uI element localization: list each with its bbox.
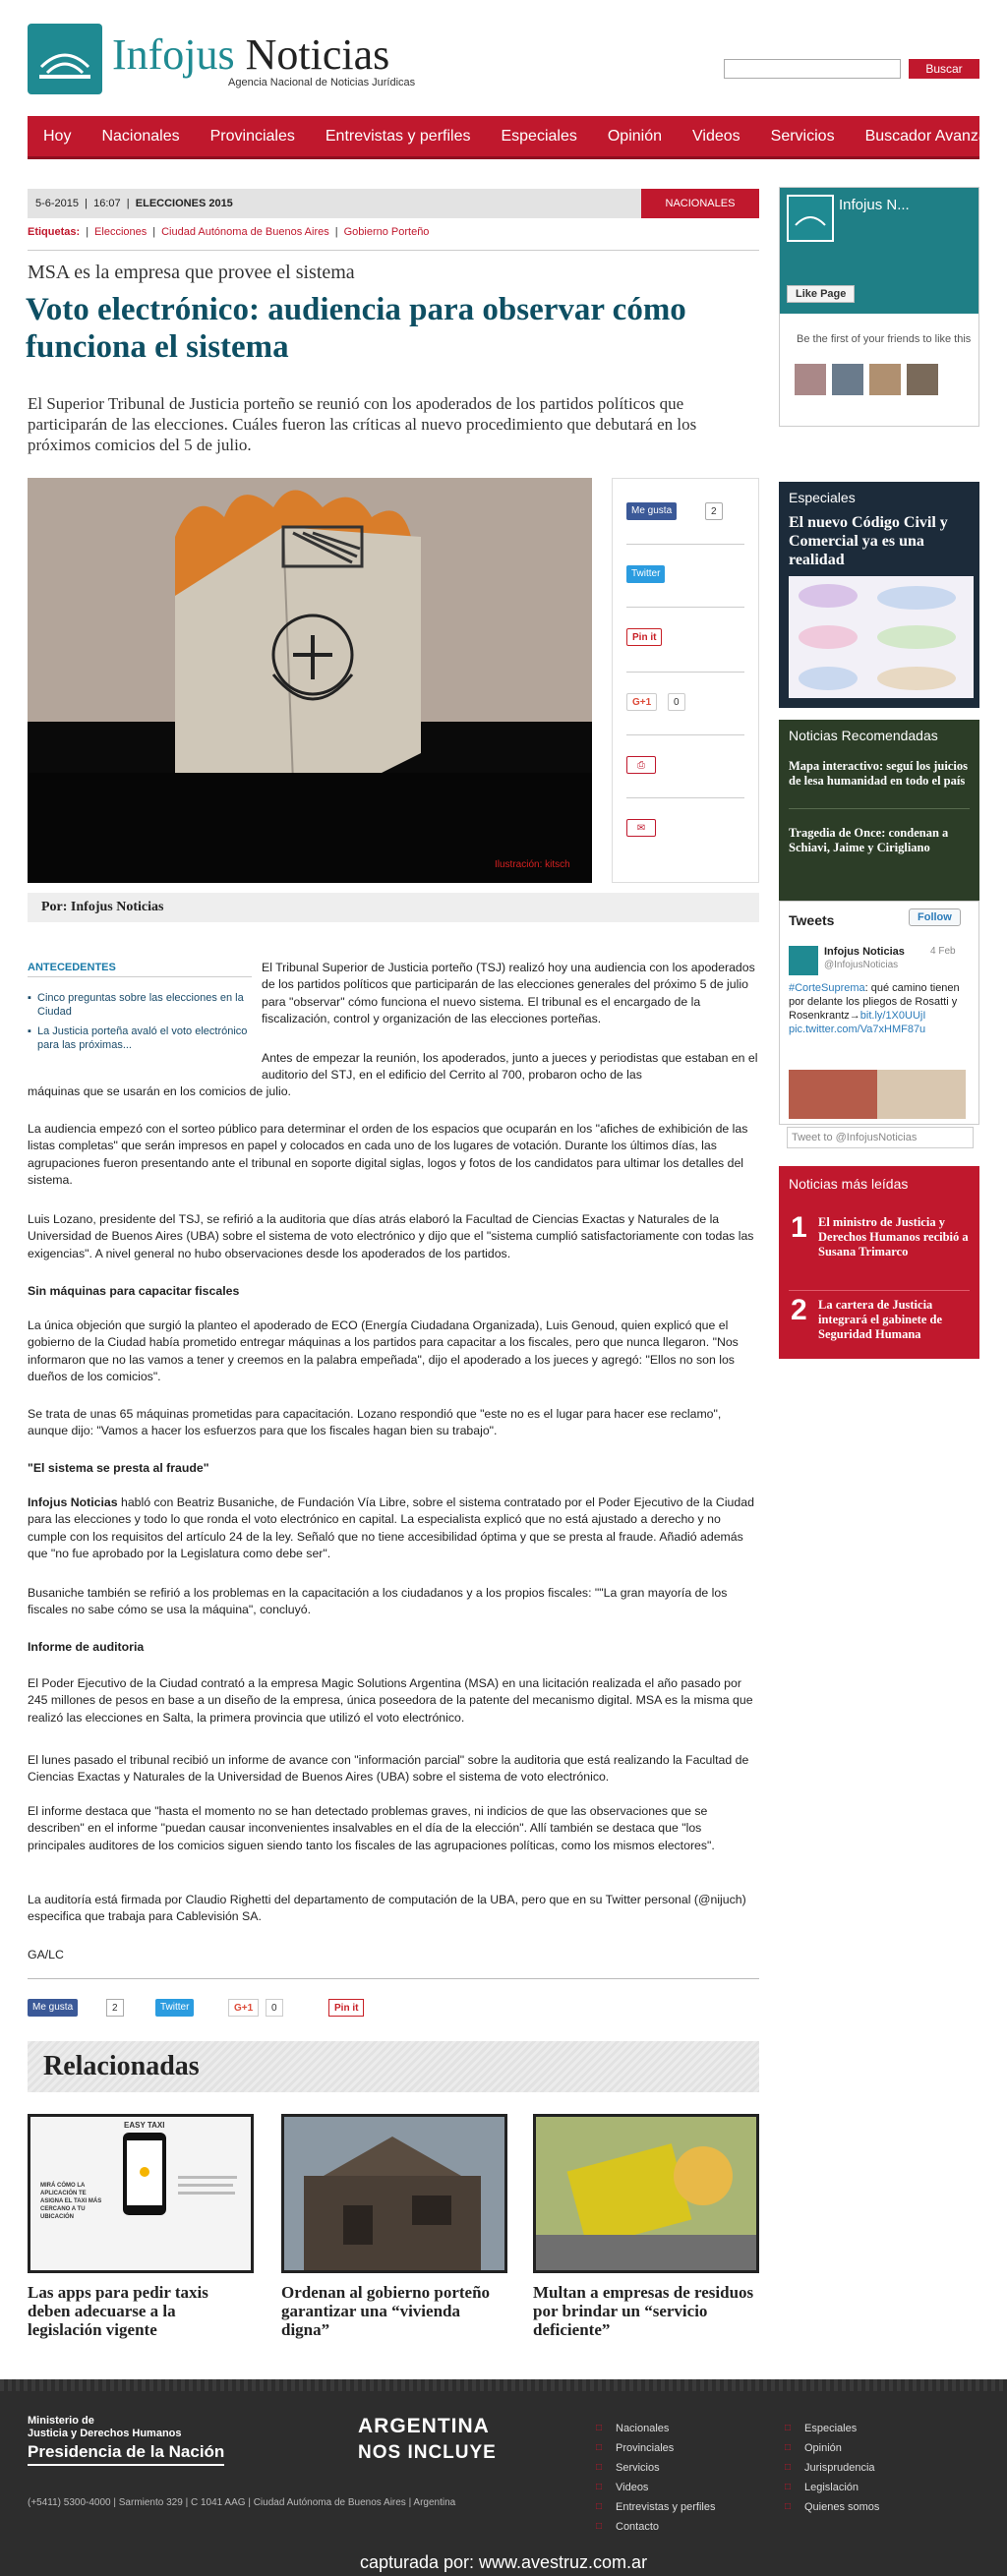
article-paragraph: Luis Lozano, presidente del TSJ, se refirió a la auditoria que días atrás elaboró la Facultad de Ciencias Exactas y Naturales de la Universidad de Buenos Aires (UBA) sobre el sistema de voto electrónico y dijo que el "sistema cumplió satisfactoriamente con todas las exigencias". A nivel general no hubo observaciones desde los apoderados de los partidos. [28, 1212, 754, 1260]
article-meta: 5-6-2015 | 16:07 | ELECCIONES 2015 [28, 189, 641, 218]
facebook-like-button[interactable]: Me gusta [28, 1999, 78, 2017]
pinterest-button[interactable]: Pin it [626, 628, 662, 646]
mas-leida-link[interactable]: El ministro de Justicia y Derechos Humanos recibió a Susana Trimarco [818, 1215, 969, 1259]
related-link[interactable]: Multan a empresas de residuos por brindar un “servicio deficiente” [533, 2283, 754, 2339]
article-date: 5-6-2015 [35, 198, 80, 209]
image-credit: Ilustración: kitsch [495, 859, 570, 870]
footer-link[interactable]: □ Jurisprudencia [783, 2458, 879, 2478]
divider [28, 1978, 759, 1979]
google-plus-count: 0 [266, 1999, 283, 2017]
nav-item-servicios[interactable]: Servicios [770, 127, 835, 145]
article-paragraph: Infojus Noticias habló con Beatriz Busaniche, de Fundación Vía Libre, sobre el sistema contratado por el Poder Ejecutivo de la Ciudad para las elecciones y todo lo que ronda el voto electrónico en capital. La especialista explicó que no está ajustado a derecho y no cumple con los requisitos del artículo 24 de la ley. Señaló que no tiene accesibilidad óptima y que se presta al fraude. Añadió además que "no fue aprobado por la Legislatura como debe ser". [28, 1495, 754, 1561]
avatar[interactable] [869, 364, 901, 395]
article-paragraph: Busaniche también se refirió a los problemas en la capacitación a los ciudadanos y a los propios fiscales: ""La gran mayoría de los fiscales no sabe cómo se usa la máquina", concluyó. [28, 1586, 728, 1617]
mas-leida-link[interactable]: La cartera de Justicia integrará el gabinete de Seguridad Humana [818, 1298, 943, 1341]
tag-link[interactable]: Gobierno Porteño [343, 226, 430, 238]
avatar[interactable] [907, 364, 938, 395]
divider [28, 976, 252, 977]
especiales-title: Especiales [789, 490, 856, 505]
article-kicker: MSA es la empresa que provee el sistema [28, 262, 355, 283]
article-time: 16:07 [93, 198, 121, 209]
recomendada-link[interactable]: Mapa interactivo: seguí los juicios de lesa humanidad en todo el país [789, 759, 968, 788]
tweet-link[interactable]: bit.ly/1X0UUjI pic.twitter.com/Va7xHMF87u [789, 1010, 926, 1035]
divider [626, 672, 744, 673]
article-summary: El Superior Tribunal de Justicia porteño se reunió con los apoderados de los partidos políticos que participarán de las elecciones. Cuáles fueron las críticas al nuevo procedimiento que debutará en los próximos comicios del 5 de julio. [28, 394, 697, 454]
capture-watermark: capturada por: www.avestruz.com.ar [359, 2552, 648, 2572]
google-plus-button[interactable]: G+1 [626, 693, 657, 711]
footer-link[interactable]: □ Legislación [783, 2478, 879, 2497]
logo-subtitle: Agencia Nacional de Noticias Jurídicas [228, 77, 416, 88]
footer-link[interactable]: □ Servicios [594, 2458, 715, 2478]
footer-links-col2 [783, 2419, 879, 2517]
tag-link[interactable]: Elecciones [94, 226, 148, 238]
facebook-faces [795, 364, 972, 399]
mas-leidas-title: Noticias más leídas [789, 1176, 909, 1192]
rank-number: 2 [791, 1294, 807, 1326]
google-plus-count: 0 [668, 693, 685, 711]
article-paragraph: La audiencia empezó con el sorteo público para determinar el orden de los espacios que ocuparán en los "afiches de exhibición de las listas completas" que serán impresos en papel y colocados en cada uno de los lugares de votación. Durante los últimos días, las agrupaciones fueron presentando ante el tribunal en soporte digital siglas, logos y fotos de los candidatos para ultimar los detalles del sistema. [28, 1122, 748, 1188]
article-section: ELECCIONES 2015 [135, 198, 233, 209]
article-paragraph: máquinas que se usarán en los comicios de julio. [28, 1084, 291, 1098]
argentina-logo-line2[interactable]: NOS INCLUYE [358, 2442, 497, 2463]
tweet-date[interactable]: 4 Feb [930, 946, 956, 957]
antecedente-link[interactable]: ▪ La Justicia porteña avaló el voto electrónico para las próximas... [28, 1025, 252, 1052]
main-nav [28, 116, 1005, 159]
tag-link[interactable]: Ciudad Autónoma de Buenos Aires [161, 226, 329, 238]
google-plus-button[interactable]: G+1 [228, 1999, 259, 2017]
related-image[interactable] [533, 2114, 759, 2273]
divider [789, 808, 970, 809]
article-title: Voto electrónico: audiencia para observar cómo funciona el sistema [26, 292, 686, 365]
related-image-brand: EASY TAXI [124, 2121, 165, 2130]
email-icon[interactable]: ✉ [626, 819, 656, 837]
footer-links-col1 [594, 2419, 715, 2537]
search-button[interactable]: Buscar [909, 59, 979, 79]
rank-number: 1 [791, 1211, 807, 1244]
nav-item-especiales[interactable]: Especiales [501, 127, 577, 145]
tweet-text: #CorteSuprema: qué camino tienen por delante los pliegos de Rosatti y Rosenkrantz→bit.ly/1X0UUjI pic.twitter.com/Va7xHMF87u [789, 982, 960, 1035]
footer-link[interactable]: □ Videos [594, 2478, 715, 2497]
twitter-share-button[interactable]: Twitter [626, 565, 665, 583]
antecedentes-list [28, 991, 252, 1058]
facebook-like-button[interactable]: Me gusta [626, 502, 677, 520]
facebook-like-count: 2 [705, 502, 723, 520]
article-paragraph: La única objeción que surgió la planteo el apoderado de ECO (Energía Ciudadana Organizada), Luis Genoud, quien explicó que el gobierno de la Ciudad había prometido entregar máquinas a los partidos para capacitar a los fiscales, pero que nunca llegaron. "Nos informaron que no las vamos a tener y creemos en la palabra empeñada", dijo el apoderado a los jueces y agregó: "Ellos no son los dueños de los comicios". [28, 1318, 739, 1384]
article-subheading: "El sistema se presta al fraude" [28, 1461, 209, 1475]
logo-wordmark[interactable]: Infojus Noticias [112, 30, 390, 79]
nav-item-nacionales[interactable]: Nacionales [101, 127, 180, 145]
recomendada-link[interactable]: Tragedia de Once: condenan a Schiavi, Jaime y Cirigliano [789, 826, 949, 854]
nav-item-provinciales[interactable]: Provinciales [209, 127, 295, 145]
footer-pattern [0, 2379, 1007, 2391]
article-paragraph: Se trata de unas 65 máquinas prometidas para capacitación. Lozano respondió que "este no es el lugar para hacer ese reclamo", aunque dijo: "Vamos a hacer los esfuerzos para que los fiscales hagan bien su trabajo". [28, 1407, 722, 1438]
article-paragraph: Antes de empezar la reunión, los apoderados, junto a jueces y periodistas que estaban en el auditorio del STJ, en el edificio del Cerrito al 700, probaron ocho de las [262, 1051, 758, 1083]
facebook-friends-text: Be the first of your friends to like this [797, 333, 972, 345]
nav-item-hoy[interactable]: Hoy [43, 127, 72, 145]
print-icon[interactable]: ⎙ [626, 756, 656, 774]
facebook-page-name[interactable]: Infojus N... [839, 197, 910, 213]
nav-item-buscador[interactable]: Buscador Avanzado [864, 127, 1005, 145]
share-panel [612, 478, 759, 883]
nav-item-opinion[interactable]: Opinión [607, 127, 663, 145]
related-image[interactable] [28, 2114, 254, 2273]
avatar[interactable] [832, 364, 863, 395]
recomendadas-title: Noticias Recomendadas [789, 728, 938, 743]
article-subheading: Sin máquinas para capacitar fiscales [28, 1284, 240, 1298]
tags-label: Etiquetas: [28, 226, 81, 238]
twitter-share-button[interactable]: Twitter [155, 1999, 194, 2017]
divider [626, 544, 744, 545]
antecedentes-title: ANTECEDENTES [28, 962, 116, 973]
footer-link[interactable]: □ Especiales [783, 2419, 879, 2438]
divider [626, 734, 744, 735]
especiales-link[interactable]: El nuevo Código Civil y Comercial ya es una realidad [789, 514, 948, 568]
article-illustration [28, 478, 592, 883]
pinterest-button[interactable]: Pin it [328, 1999, 364, 2017]
section-tag[interactable]: NACIONALES [641, 189, 759, 218]
antecedente-link[interactable]: ▪ Cinco preguntas sobre las elecciones en la Ciudad [28, 991, 252, 1019]
article-signature: GA/LC [28, 1948, 64, 1961]
article-paragraph: La auditoría está firmada por Claudio Righetti del departamento de computación de la UBA, pero que en su Twitter personal (@nijuch) especifica que trabaja para Cablevisión SA. [28, 1893, 746, 1924]
tweet-hashtag[interactable]: #CorteSuprema [789, 982, 865, 994]
facebook-like-count: 2 [106, 1999, 124, 2017]
avatar[interactable] [795, 364, 826, 395]
tweet-author[interactable]: Infojus Noticias [824, 946, 905, 958]
logo-icon[interactable] [28, 24, 102, 94]
tweet-input[interactable]: Tweet to @InfojusNoticias [787, 1127, 974, 1148]
related-link[interactable]: Ordenan al gobierno porteño garantizar una “vivienda digna” [281, 2283, 491, 2339]
divider [626, 607, 744, 608]
divider [626, 797, 744, 798]
article-paragraph: El lunes pasado el tribunal recibió un informe de avance con "información parcial" sobre la auditoria que está realizando la Facultad de Ciencias Exactas y Naturales de la Universidad de Buenos Aires (UBA) sobre el sistema de voto electrónico. [28, 1753, 749, 1785]
related-image[interactable] [281, 2114, 507, 2273]
article-paragraph: El informe destaca que "hasta el momento no se han detectado problemas graves, ni indicios de que las observaciones que se describen" en el informe "puedan causar inconvenientes insalvables en el día de la elección". Allí también se destaca que "los principales auditores de los comicios siguen siendo tanto los fiscales de las agrupaciones políticas, como los mismos electores". [28, 1804, 715, 1852]
publication-name: Infojus Noticias [28, 1495, 118, 1509]
twitter-follow-button[interactable]: Follow [909, 908, 961, 926]
footer-link[interactable]: □ Provinciales [594, 2438, 715, 2458]
article-subheading: Informe de auditoria [28, 1640, 145, 1654]
related-image-caption: MIRÁ CÓMO LA APLICACIÓN TE ASIGNA EL TAXI MÁS CERCANO A TU UBICACIÓN [40, 2183, 102, 2220]
tweets-title: Tweets [789, 912, 835, 928]
related-title: Relacionadas [43, 2051, 200, 2081]
tags-row: Etiquetas: | Elecciones | Ciudad Autónoma de Buenos Aires | Gobierno Porteño [28, 226, 430, 238]
search-input[interactable] [724, 59, 901, 79]
footer-link[interactable]: □ Nacionales [594, 2419, 715, 2438]
facebook-like-page-button[interactable]: Like Page [787, 285, 855, 303]
nav-item-entrevistas[interactable]: Entrevistas y perfiles [325, 127, 471, 145]
tweet-image[interactable] [789, 1070, 966, 1119]
article-paragraph: El Tribunal Superior de Justicia porteño (TSJ) realizó hoy una audiencia con los apoderados de los partidos políticos que participarán de las elecciones generales del próximo 5 de julio para "observar" cómo funciona el nuevo sistema. El tribunal es el encargado de la fiscalización, control y organización de las elecciones porteñas. [262, 961, 755, 1026]
footer-link[interactable]: □ Quienes somos [783, 2497, 879, 2517]
presidency-name[interactable]: Presidencia de la Nación [28, 2442, 224, 2466]
related-link[interactable]: Las apps para pedir taxis deben adecuarse a la legislación vigente [28, 2283, 208, 2339]
especiales-image[interactable] [789, 576, 974, 698]
article-byline: Por: Infojus Noticias [28, 893, 759, 922]
divider [789, 1290, 970, 1291]
footer-link[interactable]: □ Opinión [783, 2438, 879, 2458]
ministry-name[interactable]: Ministerio de Justicia y Derechos Humanos [28, 2415, 182, 2439]
footer-link[interactable]: □ Entrevistas y perfiles [594, 2497, 715, 2517]
footer-address: (+5411) 5300-4000 | Sarmiento 329 | C 1041 AAG | Ciudad Autónoma de Buenos Aires | Argentina [28, 2497, 456, 2508]
article-paragraph: El Poder Ejecutivo de la Ciudad contrató a la empresa Magic Solutions Argentina (MSA) en una licitación realizada el año pasado por 245 millones de pesos en base a un diseño de la empresa, única poseedora de la patente del mecanismo digital. MSA es la misma que realizó las elecciones en Salta, la primera provincia que utilizó el voto electrónico. [28, 1676, 753, 1725]
avatar[interactable] [789, 946, 818, 975]
divider [28, 250, 759, 251]
footer-link[interactable]: □ Contacto [594, 2517, 715, 2537]
argentina-logo-line1[interactable]: ARGENTINA [358, 2415, 490, 2437]
nav-item-videos[interactable]: Videos [692, 127, 740, 145]
tweet-handle[interactable]: @InfojusNoticias [824, 960, 899, 970]
